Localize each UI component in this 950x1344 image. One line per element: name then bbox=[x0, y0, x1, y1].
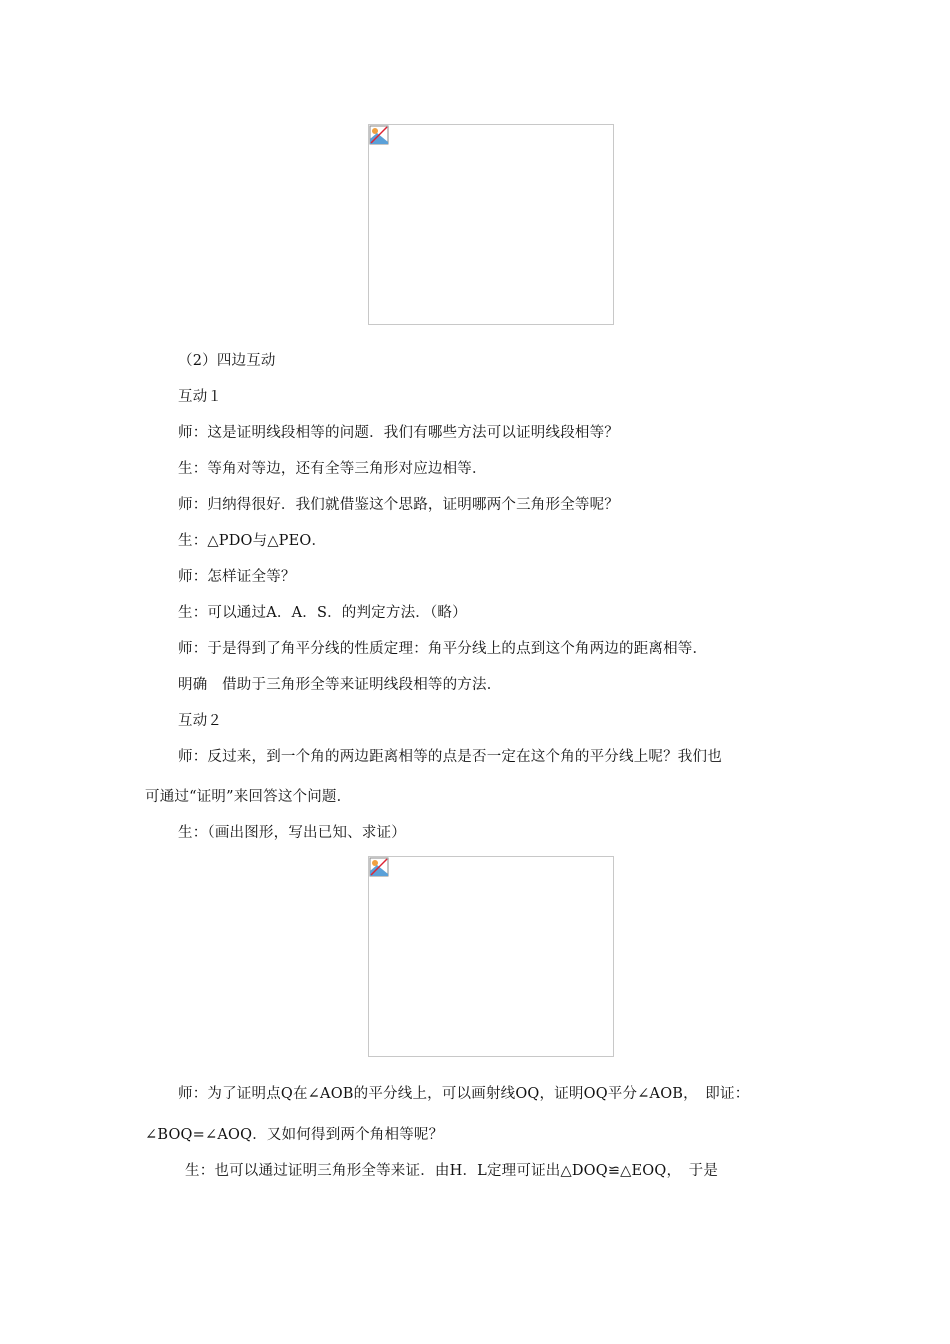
paragraph-continuation: ∠BOQ=∠AOQ．又如何得到两个角相等呢？ bbox=[145, 1127, 444, 1143]
paragraph: 明确 借助于三角形全等来证明线段相等的方法． bbox=[178, 677, 502, 693]
paragraph: 师：反过来，到一个角的两边距离相等的点是否一定在这个角的平分线上呢？我们也 bbox=[178, 749, 722, 765]
paragraph-continuation: 可通过“证明”来回答这个问题． bbox=[145, 789, 352, 805]
paragraph: 生：△PDO与△PEO． bbox=[178, 533, 327, 549]
paragraph: 生：等角对等边，还有全等三角形对应边相等． bbox=[178, 461, 487, 477]
paragraph: 师：这是证明线段相等的问题．我们有哪些方法可以证明线段相等？ bbox=[178, 425, 619, 441]
broken-image-icon bbox=[369, 857, 389, 877]
part2-title: 互动２ bbox=[178, 713, 223, 729]
paragraph: 生：可以通过A．A．S．的判定方法．（略） bbox=[178, 605, 467, 621]
section-title: （2）四边互动 bbox=[178, 353, 276, 369]
broken-image-icon bbox=[369, 125, 389, 145]
paragraph: 生：（画出图形，写出已知、求证） bbox=[178, 825, 406, 841]
paragraph: 师：怎样证全等？ bbox=[178, 569, 296, 585]
paragraph: 师：归纳得很好．我们就借鉴这个思路，证明哪两个三角形全等呢？ bbox=[178, 497, 619, 513]
paragraph: 生：也可以通过证明三角形全等来证．由H．L定理可证出△DOQ≌△EOQ， 于是 bbox=[185, 1163, 719, 1179]
paragraph: 师：为了证明点Q在∠AOB的平分线上，可以画射线OQ，证明OQ平分∠AOB， 即证： bbox=[178, 1086, 750, 1102]
figure-image-1 bbox=[368, 124, 614, 325]
part1-title: 互动１ bbox=[178, 389, 223, 405]
figure-image-2 bbox=[368, 856, 614, 1057]
paragraph: 师：于是得到了角平分线的性质定理：角平分线上的点到这个角两边的距离相等． bbox=[178, 641, 708, 657]
